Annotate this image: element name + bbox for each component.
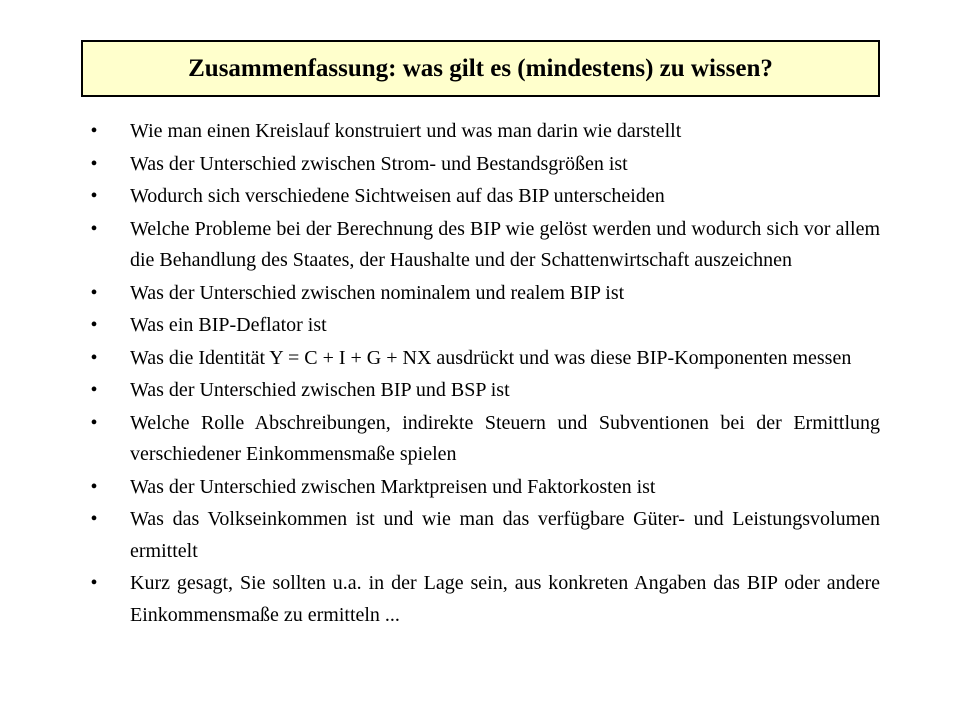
list-item-text: Wie man einen Kreislauf konstruiert und was man darin wie darstellt bbox=[130, 120, 682, 142]
bullet-list bbox=[88, 116, 880, 632]
bullet-icon: • bbox=[90, 572, 98, 594]
list-item bbox=[88, 504, 880, 567]
list-item bbox=[88, 278, 880, 310]
bullet-icon: • bbox=[90, 185, 98, 207]
list-item-text: Wodurch sich verschiedene Sichtweisen auf das BIP unterscheiden bbox=[130, 185, 665, 207]
bullet-icon: • bbox=[90, 379, 98, 401]
list-item bbox=[88, 214, 880, 277]
bullet-icon: • bbox=[90, 475, 98, 498]
bullet-icon: • bbox=[90, 508, 98, 530]
bullet-icon: • bbox=[90, 152, 98, 175]
list-item-text: Welche Probleme bei der Berechnung des BIP wie gelöst werden und wodurch sich vor allem die Behandlung des Staates, der Haushalte und der Schattenwirtschaft auszeichnen bbox=[130, 217, 880, 271]
list-item-text: Kurz gesagt, Sie sollten u.a. in der Lage sein, aus konkreten Angaben das BIP oder andere Einkommensmaße zu ermitteln ... bbox=[130, 572, 880, 626]
list-item-text: Was der Unterschied zwischen Strom- und Bestandsgrößen ist bbox=[130, 152, 628, 175]
list-item-text: Welche Rolle Abschreibungen, indirekte Steuern und Subventionen bei der Ermittlung verschiedener Einkommensmaße spielen bbox=[130, 411, 880, 465]
bullet-icon: • bbox=[90, 281, 98, 304]
list-item bbox=[88, 181, 880, 213]
list-item-text: Was ein BIP-Deflator ist bbox=[130, 314, 327, 336]
list-item bbox=[88, 568, 880, 631]
list-item-text: Was der Unterschied zwischen nominalem und realem BIP ist bbox=[130, 281, 625, 304]
bullet-icon: • bbox=[90, 411, 98, 434]
list-item bbox=[88, 310, 880, 342]
slide-title: Zusammenfassung: was gilt es (mindestens) zu wissen? bbox=[188, 55, 773, 82]
bullet-icon: • bbox=[90, 346, 98, 369]
list-item bbox=[88, 375, 880, 407]
list-item bbox=[88, 149, 880, 181]
list-item bbox=[88, 343, 880, 375]
title-box bbox=[81, 40, 880, 97]
list-item-text: Was der Unterschied zwischen Marktpreisen und Faktorkosten ist bbox=[130, 475, 656, 498]
list-item bbox=[88, 472, 880, 504]
list-item-text: Was der Unterschied zwischen BIP und BSP ist bbox=[130, 379, 510, 401]
bullet-icon: • bbox=[90, 217, 98, 240]
list-item-text: Was die Identität Y = C + I + G + NX ausdrückt und was diese BIP-Komponenten messen bbox=[130, 346, 852, 369]
list-item bbox=[88, 408, 880, 471]
list-item bbox=[88, 116, 880, 148]
bullet-icon: • bbox=[90, 314, 98, 336]
list-item-text: Was das Volkseinkommen ist und wie man das verfügbare Güter- und Leistungsvolumen ermittelt bbox=[130, 508, 880, 562]
bullet-icon: • bbox=[90, 120, 98, 142]
